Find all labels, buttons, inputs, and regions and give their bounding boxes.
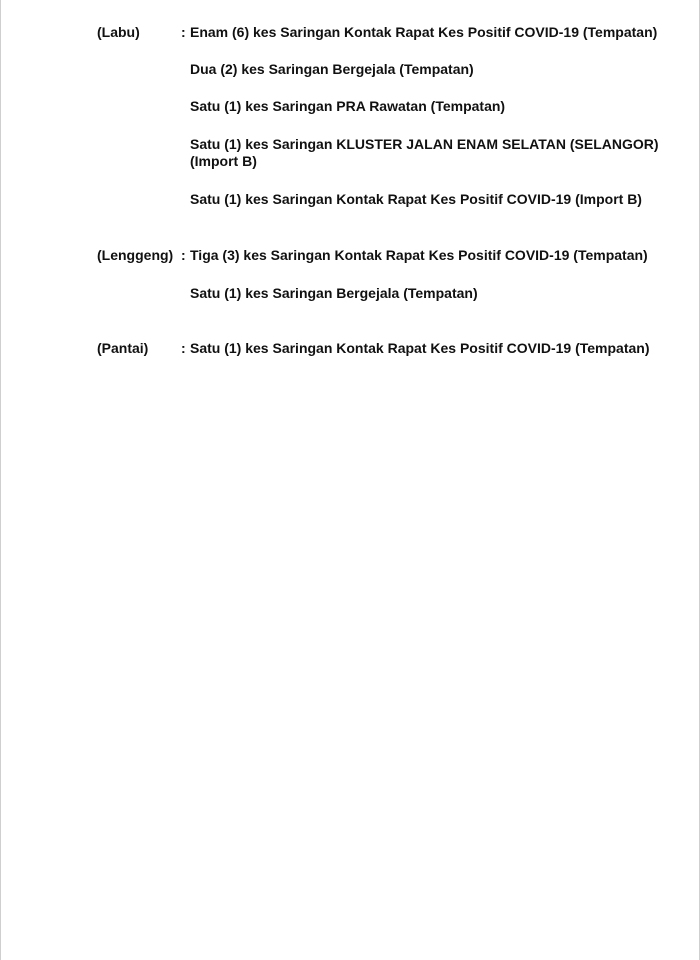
case-line: Satu (1) kes Saringan Kontak Rapat Kes Positif COVID-19 (Import B) [190,191,642,207]
case-line: Dua (2) kes Saringan Bergejala (Tempatan) [190,61,474,77]
case-line: Tiga (3) kes Saringan Kontak Rapat Kes Positif COVID-19 (Tempatan) [190,247,648,263]
case-line: Satu (1) kes Saringan PRA Rawatan (Tempatan) [190,98,506,114]
colon-separator: : [181,247,186,263]
area-label: (Labu) [97,24,140,40]
case-line: Satu (1) kes Saringan Kontak Rapat Kes Positif COVID-19 (Tempatan) [190,340,650,356]
case-line: Satu (1) kes Saringan KLUSTER JALAN ENAM SELATAN (SELANGOR) (Import B) [190,136,659,169]
area-label: (Lenggeng) [97,247,174,263]
colon-separator: : [181,340,186,356]
case-line: Satu (1) kes Saringan Bergejala (Tempatan) [190,285,478,301]
case-line: Enam (6) kes Saringan Kontak Rapat Kes Positif COVID-19 (Tempatan) [190,24,658,40]
area-label: (Pantai) [97,340,149,356]
colon-separator: : [181,24,186,40]
